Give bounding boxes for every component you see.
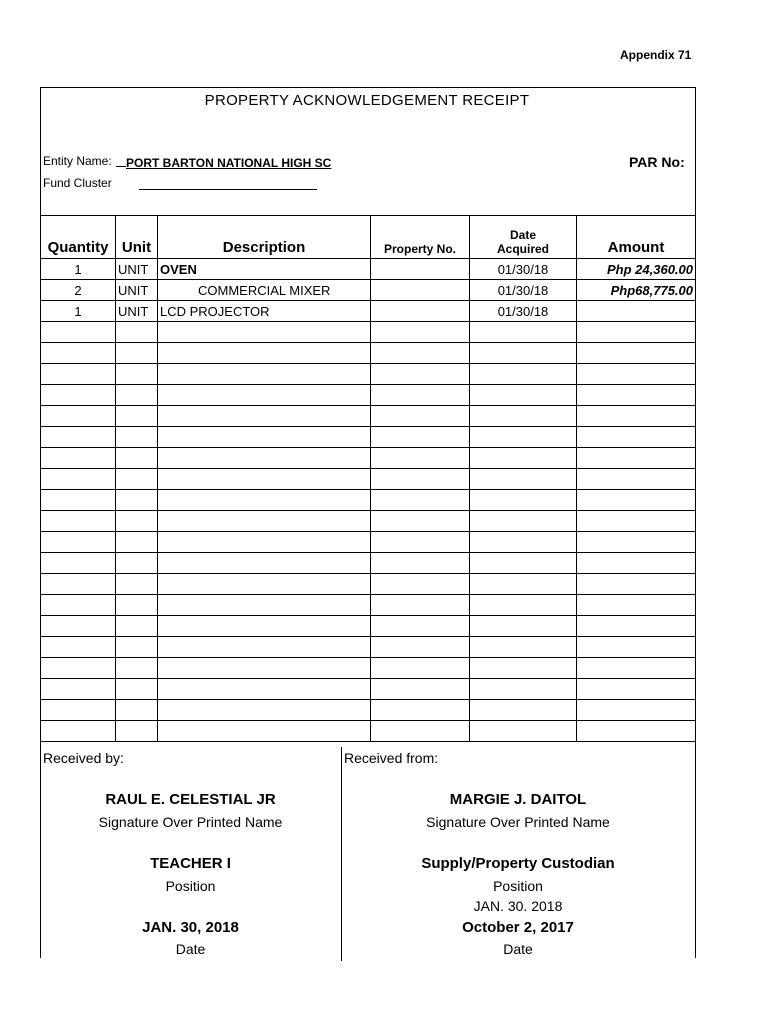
cell-date [470, 385, 577, 406]
empty-table-row [41, 469, 696, 490]
cell-quantity [41, 574, 116, 595]
receiver-name-caption: Signature Over Printed Name [98, 814, 283, 830]
cell-unit [116, 721, 158, 742]
cell-amount [577, 595, 696, 616]
cell-amount [577, 616, 696, 637]
cell-date [470, 406, 577, 427]
cell-amount [577, 532, 696, 553]
cell-quantity [41, 469, 116, 490]
cell-quantity [41, 322, 116, 343]
cell-amount [577, 406, 696, 427]
cell-unit [116, 679, 158, 700]
cell-quantity [41, 616, 116, 637]
table-row [41, 301, 696, 322]
cell-unit [116, 385, 158, 406]
empty-table-row [41, 322, 696, 343]
form-title: PROPERTY ACKNOWLEDGEMENT RECEIPT [204, 92, 530, 109]
cell-description [158, 322, 371, 343]
cell-description [158, 469, 371, 490]
cell-date [470, 490, 577, 511]
cell-date [470, 532, 577, 553]
cell-property-no [371, 448, 470, 469]
cell-unit [116, 490, 158, 511]
cell-quantity [41, 448, 116, 469]
cell-quantity [41, 364, 116, 385]
table-row [41, 280, 696, 301]
table-row [41, 259, 696, 280]
receiver-date: JAN. 30, 2018 [142, 919, 239, 936]
received-from-label: Received from: [344, 750, 439, 766]
cell-property-no [371, 322, 470, 343]
cell-description [158, 553, 371, 574]
cell-property-no [371, 679, 470, 700]
cell-date [470, 511, 577, 532]
cell-property-no [371, 658, 470, 679]
cell-quantity [41, 679, 116, 700]
cell-property-no [371, 343, 470, 364]
cell-unit [116, 700, 158, 721]
empty-table-row [41, 490, 696, 511]
cell-property-no [371, 511, 470, 532]
entity-name-value [116, 155, 331, 170]
cell-date [470, 322, 577, 343]
cell-amount [577, 343, 696, 364]
cell-property-no [371, 301, 470, 322]
cell-property-no [371, 385, 470, 406]
cell-quantity [41, 385, 116, 406]
empty-table-row [41, 637, 696, 658]
cell-amount [577, 658, 696, 679]
cell-quantity [41, 511, 116, 532]
cell-amount [577, 490, 696, 511]
cell-amount [577, 574, 696, 595]
empty-table-row [41, 406, 696, 427]
cell-date [470, 616, 577, 637]
cell-date [470, 700, 577, 721]
cell-unit [116, 658, 158, 679]
header-date-acquired [470, 216, 577, 259]
cell-unit [116, 427, 158, 448]
cell-date: 01/30/18 [470, 259, 577, 280]
items-header-row [41, 216, 696, 259]
cell-amount [577, 364, 696, 385]
cell-quantity: 2 [41, 280, 116, 301]
cell-property-no [371, 574, 470, 595]
empty-table-row [41, 364, 696, 385]
cell-property-no [371, 364, 470, 385]
issuer-extra-date: JAN. 30. 2018 [473, 898, 563, 914]
cell-date [470, 721, 577, 742]
cell-date [470, 427, 577, 448]
cell-unit [116, 595, 158, 616]
cell-date [470, 658, 577, 679]
cell-date [470, 595, 577, 616]
cell-quantity [41, 637, 116, 658]
empty-table-row [41, 616, 696, 637]
receiver-date-caption: Date [175, 941, 206, 957]
cell-amount [577, 679, 696, 700]
cell-property-no [371, 280, 470, 301]
cell-date [470, 679, 577, 700]
empty-table-row [41, 721, 696, 742]
cell-property-no [371, 616, 470, 637]
empty-table-row [41, 448, 696, 469]
empty-table-row [41, 553, 696, 574]
cell-quantity [41, 721, 116, 742]
receiver-name: RAUL E. CELESTIAL JR [105, 791, 276, 808]
cell-date [470, 553, 577, 574]
issuer-position-caption: Position [493, 878, 543, 894]
cell-amount: Php68,775.00 [577, 280, 696, 301]
cell-quantity: 1 [41, 301, 116, 322]
cell-unit: UNIT [116, 259, 158, 280]
cell-date [470, 637, 577, 658]
issuer-position: Supply/Property Custodian [421, 855, 615, 872]
cell-description [158, 721, 371, 742]
cell-description [158, 574, 371, 595]
issuer-name-caption: Signature Over Printed Name [426, 814, 610, 830]
cell-amount [577, 427, 696, 448]
issuer-name: MARGIE J. DAITOL [449, 791, 587, 808]
cell-quantity [41, 427, 116, 448]
cell-property-no [371, 469, 470, 490]
cell-quantity [41, 595, 116, 616]
entity-name-leader [116, 155, 126, 167]
cell-property-no [371, 259, 470, 280]
empty-table-row [41, 574, 696, 595]
cell-property-no [371, 637, 470, 658]
cell-unit: UNIT [116, 301, 158, 322]
cell-quantity [41, 406, 116, 427]
cell-property-no [371, 406, 470, 427]
cell-amount [577, 553, 696, 574]
cell-quantity [41, 532, 116, 553]
cell-unit [116, 637, 158, 658]
empty-table-row [41, 385, 696, 406]
cell-date [470, 574, 577, 595]
received-by-label: Received by: [43, 750, 124, 766]
header-description: Description [158, 216, 371, 259]
header-quantity: Quantity [41, 216, 116, 259]
cell-date [470, 469, 577, 490]
empty-table-row [41, 532, 696, 553]
header-unit: Unit [116, 216, 158, 259]
receiver-position-caption: Position [165, 878, 216, 894]
cell-description [158, 616, 371, 637]
cell-property-no [371, 490, 470, 511]
cell-description: LCD PROJECTOR [158, 301, 371, 322]
items-body [41, 259, 696, 742]
cell-property-no [371, 532, 470, 553]
cell-description [158, 427, 371, 448]
cell-description [158, 511, 371, 532]
cell-unit [116, 343, 158, 364]
cell-quantity [41, 553, 116, 574]
cell-quantity [41, 343, 116, 364]
header-date-line2: Acquired [496, 242, 549, 256]
empty-table-row [41, 595, 696, 616]
cell-amount: Php 24,360.00 [577, 259, 696, 280]
cell-amount [577, 637, 696, 658]
entity-name-text: PORT BARTON NATIONAL HIGH SC [126, 156, 332, 170]
cell-quantity [41, 658, 116, 679]
cell-amount [577, 385, 696, 406]
header-amount: Amount [577, 216, 696, 259]
appendix-label: Appendix 71 [620, 48, 692, 62]
cell-description: COMMERCIAL MIXER [158, 280, 371, 301]
cell-unit: UNIT [116, 280, 158, 301]
cell-quantity: 1 [41, 259, 116, 280]
cell-description [158, 700, 371, 721]
cell-amount [577, 301, 696, 322]
cell-description [158, 490, 371, 511]
items-table [40, 215, 696, 742]
cell-amount [577, 469, 696, 490]
cell-unit [116, 574, 158, 595]
cell-amount [577, 322, 696, 343]
cell-description [158, 364, 371, 385]
cell-property-no [371, 553, 470, 574]
cell-property-no [371, 427, 470, 448]
issuer-date: October 2, 2017 [462, 919, 574, 936]
cell-description: OVEN [158, 259, 371, 280]
par-no-label: PAR No: [629, 154, 685, 170]
cell-date [470, 448, 577, 469]
empty-table-row [41, 700, 696, 721]
empty-table-row [41, 658, 696, 679]
cell-description [158, 406, 371, 427]
cell-description [158, 658, 371, 679]
entity-name-label: Entity Name: [43, 154, 112, 168]
header-property-no: Property No. [371, 216, 470, 259]
cell-unit [116, 469, 158, 490]
receiver-position: TEACHER I [150, 855, 231, 872]
cell-description [158, 532, 371, 553]
empty-table-row [41, 679, 696, 700]
cell-description [158, 595, 371, 616]
cell-description [158, 385, 371, 406]
cell-unit [116, 616, 158, 637]
cell-unit [116, 322, 158, 343]
cell-description [158, 448, 371, 469]
cell-unit [116, 553, 158, 574]
cell-unit [116, 511, 158, 532]
empty-table-row [41, 511, 696, 532]
cell-property-no [371, 721, 470, 742]
cell-property-no [371, 700, 470, 721]
fund-cluster-line [139, 189, 317, 190]
fund-cluster-label: Fund Cluster [43, 176, 112, 190]
empty-table-row [41, 343, 696, 364]
cell-description [158, 679, 371, 700]
cell-date: 01/30/18 [470, 280, 577, 301]
cell-date [470, 364, 577, 385]
cell-amount [577, 721, 696, 742]
cell-date [470, 343, 577, 364]
cell-description [158, 637, 371, 658]
cell-unit [116, 406, 158, 427]
cell-quantity [41, 490, 116, 511]
cell-amount [577, 511, 696, 532]
cell-unit [116, 532, 158, 553]
cell-amount [577, 448, 696, 469]
empty-table-row [41, 427, 696, 448]
cell-property-no [371, 595, 470, 616]
cell-amount [577, 700, 696, 721]
cell-unit [116, 364, 158, 385]
cell-description [158, 343, 371, 364]
cell-date: 01/30/18 [470, 301, 577, 322]
cell-quantity [41, 700, 116, 721]
header-date-line1: Date [509, 228, 536, 242]
cell-unit [116, 448, 158, 469]
issuer-date-caption: Date [503, 941, 533, 957]
